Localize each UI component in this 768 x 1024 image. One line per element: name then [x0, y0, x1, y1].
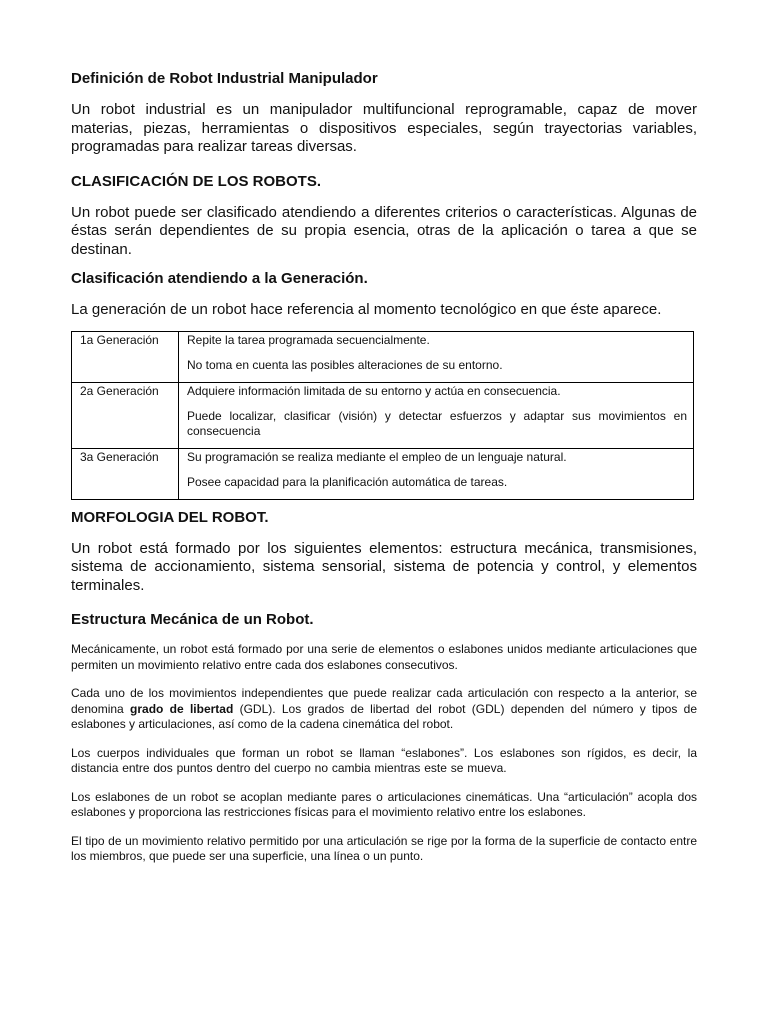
description-line: Adquiere información limitada de su entorno y actúa en consecuencia. [187, 383, 561, 398]
description-line: Posee capacidad para la planificación automática de tareas. [187, 474, 508, 489]
estructura-heading: Estructura Mecánica de un Robot. [71, 611, 314, 628]
document-page [71, 70, 697, 865]
generation-description [179, 448, 694, 499]
morfologia-heading: MORFOLOGIA DEL ROBOT. [71, 508, 269, 526]
document-title: Definición de Robot Industrial Manipulador [71, 70, 378, 87]
estructura-paragraph-2 [71, 686, 697, 733]
generation-description [179, 382, 694, 448]
estructura-paragraph-4: Los eslabones de un robot se acoplan mediante pares o articulaciones cinemáticas. Una “articulación” acopla dos eslabones y proporciona las restricciones físicas para el movimiento relativo entre los eslabones. [71, 789, 697, 819]
estructura-paragraph-3: Los cuerpos individuales que forman un robot se llaman “eslabones”. Los eslabones son rígidos, es decir, la distancia entre dos puntos dentro del cuerpo no cambia mientras este se mueva. [71, 745, 697, 775]
description-line: No toma en cuenta las posibles alteraciones de su entorno. [187, 357, 503, 372]
table-row [72, 448, 694, 499]
clasificacion-paragraph: Un robot puede ser clasificado atendiendo a diferentes criterios o características. Algunas de éstas serán dependientes de su propia esencia, otras de la aplicación o tarea a que se destinan. [71, 203, 697, 258]
estructura-paragraph-1: Mecánicamente, un robot está formado por una serie de elementos o eslabones unidos mediante articulaciones que permiten un movimiento relativo entre cada dos eslabones consecutivos. [71, 642, 697, 672]
table-row [72, 331, 694, 382]
generation-description [179, 331, 694, 382]
estructura-paragraph-5: El tipo de un movimiento relativo permitido por una articulación se rige por la forma de la superficie de contacto entre los miembros, que puede ser una superficie, una línea o un punto. [71, 833, 697, 863]
text-span: Cada uno de los movimientos independientes que puede realizar cada articulación con respecto a la anterior, se denomina [71, 686, 697, 716]
generacion-paragraph: La generación de un robot hace referencia al momento tecnológico en que éste aparece. [71, 301, 662, 318]
intro-paragraph: Un robot industrial es un manipulador multifuncional reprogramable, capaz de mover materias, piezas, herramientas o dispositivos especiales, según trayectorias variables, programadas para realizar tareas diversas. [71, 101, 697, 155]
table-row [72, 382, 694, 448]
description-line: Puede localizar, clasificar (visión) y detectar esfuerzos y adaptar sus movimientos en consecuencia [187, 408, 687, 438]
generation-label: 1a Generación [72, 331, 179, 382]
generacion-heading: Clasificación atendiendo a la Generación. [71, 270, 368, 287]
description-line: Repite la tarea programada secuencialmente. [187, 332, 430, 347]
description-line: Su programación se realiza mediante el empleo de un lenguaje natural. [187, 449, 567, 464]
grado-de-libertad-term: grado de libertad [130, 701, 234, 716]
morfologia-paragraph: Un robot está formado por los siguientes elementos: estructura mecánica, transmisiones, sistema de accionamiento, sistema sensorial, sistema de potencia y control, y elementos terminales. [71, 539, 697, 594]
text-span: (GDL). Los grados de libertad del robot (GDL) dependen del número y tipos de eslabones y articulaciones, así como de la cadena cinemática del robot. [71, 701, 697, 731]
clasificacion-heading: CLASIFICACIÓN DE LOS ROBOTS. [71, 172, 322, 190]
generation-label: 3a Generación [72, 448, 179, 499]
generation-label: 2a Generación [72, 382, 179, 448]
generation-table [71, 331, 694, 500]
